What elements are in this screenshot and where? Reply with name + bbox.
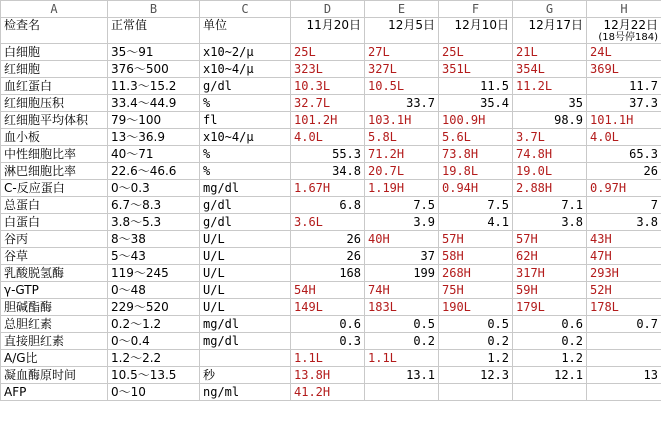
value-cell[interactable]: 57H (513, 231, 587, 248)
unit-cell[interactable]: g/dl (200, 214, 291, 231)
value-cell[interactable]: 75H (439, 282, 513, 299)
value-cell[interactable]: 103.1H (365, 112, 439, 129)
unit-cell[interactable]: 秒 (200, 367, 291, 384)
value-cell[interactable] (587, 333, 661, 350)
header-name-cell[interactable]: 检查名 (1, 18, 108, 44)
test-name-cell[interactable]: 红细胞平均体积 (1, 112, 108, 129)
value-cell[interactable]: 73.8H (439, 146, 513, 163)
value-cell[interactable] (587, 384, 661, 401)
value-cell[interactable]: 0.97H (587, 180, 661, 197)
value-cell[interactable]: 369L (587, 61, 661, 78)
value-cell[interactable]: 52H (587, 282, 661, 299)
value-cell[interactable]: 149L (291, 299, 365, 316)
value-cell[interactable]: 10.5L (365, 78, 439, 95)
test-name-cell[interactable]: 白细胞 (1, 44, 108, 61)
value-cell[interactable]: 26 (291, 231, 365, 248)
normal-range-cell[interactable]: 3.8～5.3 (108, 214, 200, 231)
value-cell[interactable]: 0.5 (439, 316, 513, 333)
value-cell[interactable] (439, 384, 513, 401)
normal-range-cell[interactable]: 1.2～2.2 (108, 350, 200, 367)
test-name-cell[interactable]: 总蛋白 (1, 197, 108, 214)
value-cell[interactable]: 3.7L (513, 129, 587, 146)
normal-range-cell[interactable]: 0～0.3 (108, 180, 200, 197)
value-cell[interactable] (365, 384, 439, 401)
column-header-e[interactable]: E (365, 1, 439, 18)
unit-cell[interactable]: U/L (200, 282, 291, 299)
value-cell[interactable]: 5.8L (365, 129, 439, 146)
unit-cell[interactable]: U/L (200, 265, 291, 282)
unit-cell[interactable]: ng/ml (200, 384, 291, 401)
header-unit-cell[interactable]: 单位 (200, 18, 291, 44)
unit-cell[interactable]: mg/dl (200, 333, 291, 350)
value-cell[interactable]: 24L (587, 44, 661, 61)
value-cell[interactable]: 13 (587, 367, 661, 384)
value-cell[interactable]: 7.5 (439, 197, 513, 214)
value-cell[interactable]: 35.4 (439, 95, 513, 112)
date-note: (18号停184) (598, 32, 658, 43)
table-row (1, 384, 661, 401)
unit-cell[interactable]: U/L (200, 299, 291, 316)
value-cell[interactable]: 317H (513, 265, 587, 282)
value-cell[interactable] (587, 350, 661, 367)
value-cell[interactable]: 3.6L (291, 214, 365, 231)
value-cell[interactable]: 57H (439, 231, 513, 248)
value-cell[interactable]: 26 (587, 163, 661, 180)
value-cell[interactable]: 1.1L (365, 350, 439, 367)
value-cell[interactable]: 183L (365, 299, 439, 316)
unit-cell[interactable]: % (200, 146, 291, 163)
value-cell[interactable]: 13.1 (365, 367, 439, 384)
value-cell[interactable]: 40H (365, 231, 439, 248)
value-cell[interactable]: 32.7L (291, 95, 365, 112)
test-name-cell[interactable]: 血红蛋白 (1, 78, 108, 95)
normal-range-cell[interactable]: 0～48 (108, 282, 200, 299)
value-cell[interactable]: 98.9 (513, 112, 587, 129)
value-cell[interactable]: 0.6 (513, 316, 587, 333)
unit-cell[interactable]: g/dl (200, 197, 291, 214)
unit-cell[interactable]: x10~4/μ (200, 129, 291, 146)
unit-cell[interactable]: x10~4/μ (200, 61, 291, 78)
table-row (1, 163, 661, 180)
value-cell[interactable]: 12.1 (513, 367, 587, 384)
unit-cell[interactable]: g/dl (200, 78, 291, 95)
table-row (1, 248, 661, 265)
unit-cell[interactable]: x10~2/μ (200, 44, 291, 61)
unit-cell[interactable]: % (200, 95, 291, 112)
value-cell[interactable]: 19.8L (439, 163, 513, 180)
test-name-cell[interactable]: 血小板 (1, 129, 108, 146)
value-cell[interactable]: 351L (439, 61, 513, 78)
value-cell[interactable]: 4.0L (587, 129, 661, 146)
header-normal-cell[interactable]: 正常值 (108, 18, 200, 44)
value-cell[interactable]: 59H (513, 282, 587, 299)
value-cell[interactable]: 101.1H (587, 112, 661, 129)
value-cell[interactable]: 25L (291, 44, 365, 61)
test-name-cell[interactable]: 白蛋白 (1, 214, 108, 231)
value-cell[interactable]: 0.2 (365, 333, 439, 350)
value-cell[interactable]: 11.5 (439, 78, 513, 95)
normal-range-cell[interactable]: 11.3～15.2 (108, 78, 200, 95)
value-cell[interactable]: 268H (439, 265, 513, 282)
test-name-cell[interactable]: 红细胞 (1, 61, 108, 78)
table-row (1, 367, 661, 384)
normal-range-cell[interactable]: 35～91 (108, 44, 200, 61)
test-name-cell[interactable]: γ-GTP (1, 282, 108, 299)
value-cell[interactable]: 179L (513, 299, 587, 316)
normal-range-cell[interactable]: 10.5～13.5 (108, 367, 200, 384)
test-name-cell[interactable]: A/G比 (1, 350, 108, 367)
value-cell[interactable]: 327L (365, 61, 439, 78)
unit-cell[interactable]: fl (200, 112, 291, 129)
test-name-cell[interactable]: C-反应蛋白 (1, 180, 108, 197)
value-cell[interactable]: 190L (439, 299, 513, 316)
value-cell[interactable]: 101.2H (291, 112, 365, 129)
table-row (1, 214, 661, 231)
value-cell[interactable]: 0.3 (291, 333, 365, 350)
value-cell[interactable]: 1.2 (513, 350, 587, 367)
normal-range-cell[interactable]: 229～520 (108, 299, 200, 316)
value-cell[interactable]: 168 (291, 265, 365, 282)
header-date-cell[interactable]: 11月20日 (291, 18, 365, 44)
normal-range-cell[interactable]: 0～0.4 (108, 333, 200, 350)
value-cell[interactable]: 34.8 (291, 163, 365, 180)
value-cell[interactable]: 74.8H (513, 146, 587, 163)
table-row (1, 180, 661, 197)
value-cell[interactable]: 293H (587, 265, 661, 282)
unit-cell[interactable]: mg/dl (200, 316, 291, 333)
value-cell[interactable]: 199 (365, 265, 439, 282)
value-cell[interactable]: 5.6L (439, 129, 513, 146)
test-name-cell[interactable]: 中性细胞比率 (1, 146, 108, 163)
table-row (1, 299, 661, 316)
value-cell[interactable]: 37.3 (587, 95, 661, 112)
test-name-cell[interactable]: 凝血酶原时间 (1, 367, 108, 384)
value-cell[interactable]: 7.5 (365, 197, 439, 214)
value-cell[interactable]: 74H (365, 282, 439, 299)
value-cell[interactable]: 11.7 (587, 78, 661, 95)
value-cell[interactable]: 41.2H (291, 384, 365, 401)
normal-range-cell[interactable]: 6.7～8.3 (108, 197, 200, 214)
value-cell[interactable]: 0.94H (439, 180, 513, 197)
column-header-g[interactable]: G (513, 1, 587, 18)
value-cell[interactable]: 7 (587, 197, 661, 214)
normal-range-cell[interactable]: 0.2～1.2 (108, 316, 200, 333)
header-date-cell[interactable]: 12月10日 (439, 18, 513, 44)
normal-range-cell[interactable]: 33.4～44.9 (108, 95, 200, 112)
value-cell[interactable]: 3.9 (365, 214, 439, 231)
header-date-cell[interactable]: 12月17日 (513, 18, 587, 44)
table-row (1, 265, 661, 282)
value-cell[interactable]: 1.2 (439, 350, 513, 367)
value-cell[interactable]: 10.3L (291, 78, 365, 95)
value-cell[interactable]: 13.8H (291, 367, 365, 384)
table-row (1, 197, 661, 214)
test-name-cell[interactable]: 直接胆红素 (1, 333, 108, 350)
column-header-d[interactable]: D (291, 1, 365, 18)
column-header-f[interactable]: F (439, 1, 513, 18)
table-row (1, 282, 661, 299)
normal-range-cell[interactable]: 40～71 (108, 146, 200, 163)
header-date-label: 12月22日 (603, 18, 658, 32)
column-header-h[interactable]: H (587, 1, 661, 18)
table-row (1, 316, 661, 333)
value-cell[interactable]: 55.3 (291, 146, 365, 163)
test-name-cell[interactable]: 谷丙 (1, 231, 108, 248)
value-cell[interactable]: 354L (513, 61, 587, 78)
value-cell[interactable]: 11.2L (513, 78, 587, 95)
normal-range-cell[interactable]: 13～36.9 (108, 129, 200, 146)
value-cell[interactable]: 0.2 (513, 333, 587, 350)
value-cell[interactable]: 35 (513, 95, 587, 112)
table-row (1, 129, 661, 146)
value-cell[interactable]: 21L (513, 44, 587, 61)
value-cell[interactable]: 323L (291, 61, 365, 78)
value-cell[interactable]: 33.7 (365, 95, 439, 112)
normal-range-cell[interactable]: 8～38 (108, 231, 200, 248)
value-cell[interactable]: 3.8 (587, 214, 661, 231)
table-row (1, 146, 661, 163)
test-name-cell[interactable]: 红细胞压积 (1, 95, 108, 112)
value-cell[interactable]: 2.88H (513, 180, 587, 197)
value-cell[interactable]: 4.1 (439, 214, 513, 231)
value-cell[interactable]: 0.7 (587, 316, 661, 333)
table-row (1, 112, 661, 129)
test-name-cell[interactable]: 总胆红素 (1, 316, 108, 333)
value-cell[interactable]: 47H (587, 248, 661, 265)
value-cell[interactable]: 58H (439, 248, 513, 265)
column-header-a[interactable]: A (1, 1, 108, 18)
test-name-cell[interactable]: 乳酸脱氢酶 (1, 265, 108, 282)
table-row (1, 95, 661, 112)
value-cell[interactable]: 62H (513, 248, 587, 265)
value-cell[interactable]: 12.3 (439, 367, 513, 384)
value-cell[interactable]: 27L (365, 44, 439, 61)
normal-range-cell[interactable]: 79～100 (108, 112, 200, 129)
value-cell[interactable]: 37 (365, 248, 439, 265)
normal-range-cell[interactable]: 376～500 (108, 61, 200, 78)
value-cell[interactable]: 3.8 (513, 214, 587, 231)
table-row (1, 61, 661, 78)
value-cell[interactable]: 1.67H (291, 180, 365, 197)
value-cell[interactable]: 54H (291, 282, 365, 299)
value-cell[interactable]: 1.19H (365, 180, 439, 197)
unit-cell[interactable]: U/L (200, 231, 291, 248)
unit-cell[interactable]: mg/dl (200, 180, 291, 197)
table-row (1, 350, 661, 367)
value-cell[interactable]: 20.7L (365, 163, 439, 180)
value-cell[interactable]: 6.8 (291, 197, 365, 214)
table-row (1, 78, 661, 95)
header-date-cell[interactable]: 12月5日 (365, 18, 439, 44)
normal-range-cell[interactable]: 5～43 (108, 248, 200, 265)
table-row (1, 44, 661, 61)
value-cell[interactable]: 0.6 (291, 316, 365, 333)
column-header-c[interactable]: C (200, 1, 291, 18)
value-cell[interactable]: 0.2 (439, 333, 513, 350)
value-cell[interactable]: 26 (291, 248, 365, 265)
value-cell[interactable]: 178L (587, 299, 661, 316)
value-cell[interactable]: 4.0L (291, 129, 365, 146)
value-cell[interactable]: 71.2H (365, 146, 439, 163)
table-row (1, 231, 661, 248)
value-cell[interactable]: 65.3 (587, 146, 661, 163)
test-name-cell[interactable]: 胆碱酯酶 (1, 299, 108, 316)
table-row (1, 333, 661, 350)
unit-cell[interactable]: % (200, 163, 291, 180)
test-name-cell[interactable]: AFP (1, 384, 108, 401)
header-row (1, 18, 661, 44)
value-cell[interactable] (513, 384, 587, 401)
value-cell[interactable]: 25L (439, 44, 513, 61)
value-cell[interactable]: 100.9H (439, 112, 513, 129)
test-name-cell[interactable]: 淋巴细胞比率 (1, 163, 108, 180)
normal-range-cell[interactable]: 119～245 (108, 265, 200, 282)
value-cell[interactable]: 43H (587, 231, 661, 248)
unit-cell[interactable]: U/L (200, 248, 291, 265)
value-cell[interactable]: 1.1L (291, 350, 365, 367)
value-cell[interactable]: 0.5 (365, 316, 439, 333)
column-header-row (1, 1, 661, 18)
normal-range-cell[interactable]: 0～10 (108, 384, 200, 401)
test-name-cell[interactable]: 谷草 (1, 248, 108, 265)
value-cell[interactable]: 7.1 (513, 197, 587, 214)
value-cell[interactable]: 19.0L (513, 163, 587, 180)
column-header-b[interactable]: B (108, 1, 200, 18)
header-date-cell[interactable] (587, 18, 661, 44)
unit-cell[interactable] (200, 350, 291, 367)
normal-range-cell[interactable]: 22.6～46.6 (108, 163, 200, 180)
